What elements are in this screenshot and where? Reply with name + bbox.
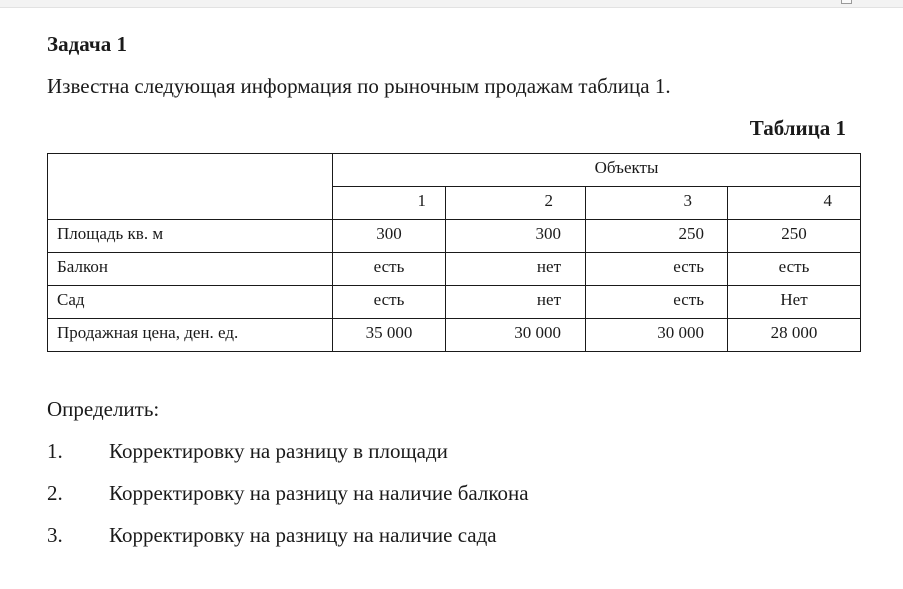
- task-text: Корректировку на разницу в площади: [109, 439, 448, 463]
- task-text: Корректировку на разницу на наличие сада: [109, 523, 497, 547]
- task-heading: Задача 1: [47, 32, 127, 56]
- table-row: [48, 286, 861, 319]
- task-list-item: [47, 480, 529, 506]
- table-cell: Нет: [728, 286, 861, 319]
- object-number-cell: 3: [586, 187, 728, 220]
- row-label: Сад: [48, 286, 333, 319]
- table-cell: есть: [333, 286, 446, 319]
- table-header-row: [48, 154, 861, 187]
- table-cell: 250: [586, 220, 728, 253]
- table-cell: нет: [446, 253, 586, 286]
- task-lead: Определить:: [47, 397, 160, 421]
- table-cell: нет: [446, 286, 586, 319]
- row-label: Балкон: [48, 253, 333, 286]
- row-label: Продажная цена, ден. ед.: [48, 319, 333, 352]
- row-label: Площадь кв. м: [48, 220, 333, 253]
- table-cell: 28 000: [728, 319, 861, 352]
- task-number: 3.: [47, 523, 63, 547]
- table-cell: есть: [586, 286, 728, 319]
- object-number-cell: 4: [728, 187, 861, 220]
- sales-table: [47, 153, 861, 352]
- window-corner-icon: [841, 0, 852, 4]
- object-number-cell: 1: [333, 187, 446, 220]
- intro-paragraph: Известна следующая информация по рыночным продажам таблица 1.: [47, 74, 671, 98]
- task-text: Корректировку на разницу на наличие балкона: [109, 481, 529, 505]
- table-cell: 300: [333, 220, 446, 253]
- task-number: 2.: [47, 481, 63, 505]
- table-cell: есть: [333, 253, 446, 286]
- table-cell: есть: [586, 253, 728, 286]
- window-top-strip: [0, 0, 903, 8]
- table-corner-cell: [48, 154, 333, 220]
- task-number: 1.: [47, 439, 63, 463]
- table-caption: Таблица 1: [749, 116, 846, 140]
- table-cell: 30 000: [586, 319, 728, 352]
- task-list-item: [47, 522, 497, 548]
- task-list-item: [47, 438, 448, 464]
- table-row: [48, 220, 861, 253]
- table-cell: 35 000: [333, 319, 446, 352]
- object-number-cell: 2: [446, 187, 586, 220]
- table-row: [48, 253, 861, 286]
- table-cell: 250: [728, 220, 861, 253]
- table-cell: есть: [728, 253, 861, 286]
- table-cell: 300: [446, 220, 586, 253]
- table-row: [48, 319, 861, 352]
- objects-group-header: Объекты: [333, 154, 861, 187]
- table-cell: 30 000: [446, 319, 586, 352]
